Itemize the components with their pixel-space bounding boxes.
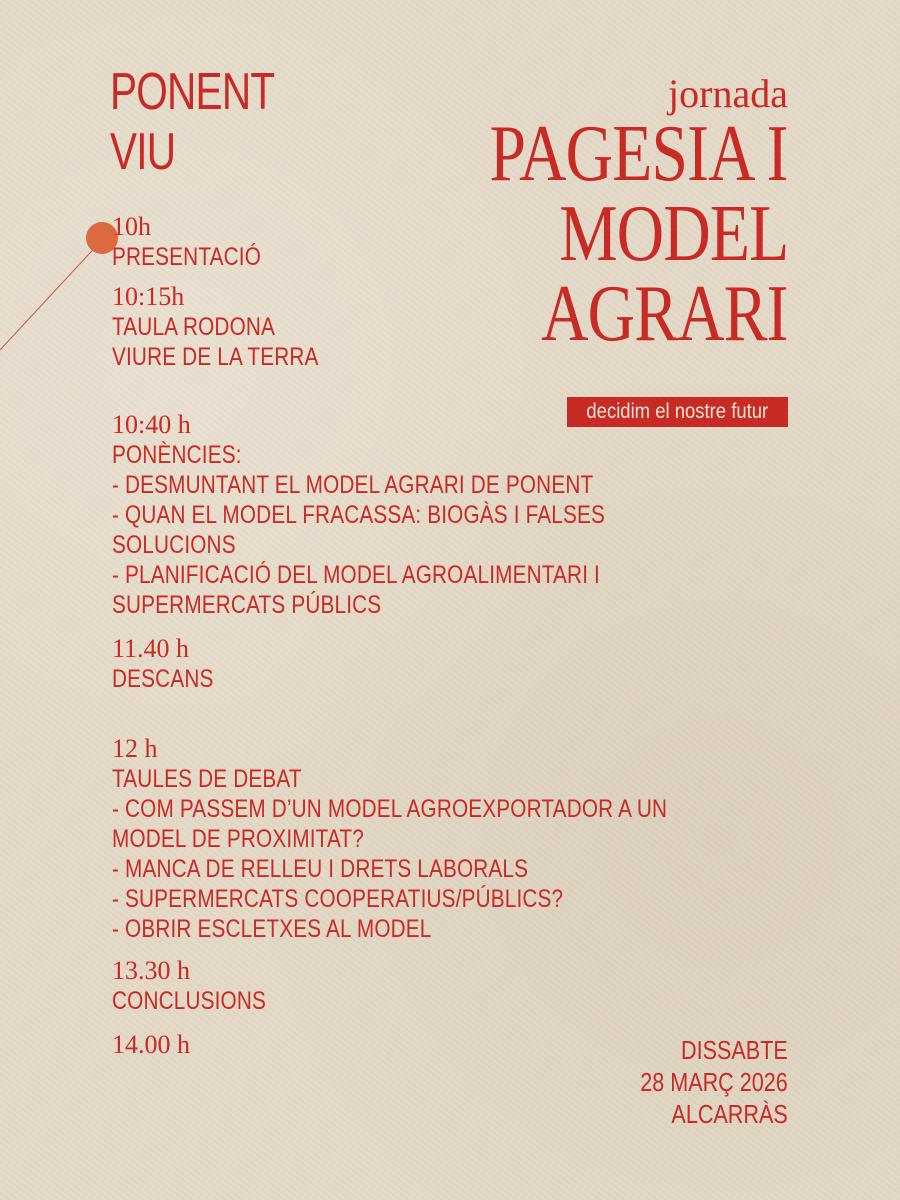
schedule-line: PONÈNCIES: bbox=[112, 441, 242, 469]
logo-line-2: VIU bbox=[110, 123, 176, 181]
schedule-line: SOLUCIONS bbox=[112, 531, 236, 559]
schedule-line: - PLANIFICACIÓ DEL MODEL AGROALIMENTARI I bbox=[112, 561, 600, 589]
schedule-item bbox=[112, 956, 712, 1016]
schedule-item bbox=[112, 410, 712, 620]
schedule-line: MODEL DE PROXIMITAT? bbox=[112, 825, 364, 853]
event-info bbox=[610, 1034, 788, 1130]
schedule-item bbox=[112, 634, 712, 694]
schedule-line: - DESMUNTANT EL MODEL AGRARI DE PONENT bbox=[112, 471, 594, 499]
schedule-line: TAULES DE DEBAT bbox=[112, 765, 302, 793]
schedule-line: TAULA RODONA bbox=[112, 313, 276, 341]
title-line-2: MODEL bbox=[558, 190, 788, 278]
event-date: 28 MARÇ 2026 bbox=[640, 1067, 788, 1097]
schedule-line: DESCANS bbox=[112, 665, 214, 693]
tagline-text: decidim el nostre futur bbox=[586, 400, 769, 423]
ponent-viu-logo bbox=[110, 63, 321, 181]
schedule-time: 12 h bbox=[112, 734, 158, 763]
title-kicker: jornada bbox=[668, 71, 788, 116]
schedule-line: VIURE DE LA TERRA bbox=[112, 343, 319, 371]
schedule-line: SUPERMERCATS PÚBLICS bbox=[112, 591, 382, 619]
schedule-line: - OBRIR ESCLETXES AL MODEL bbox=[112, 915, 432, 943]
schedule bbox=[112, 212, 712, 1060]
schedule-line: - COM PASSEM D’UN MODEL AGROEXPORTADOR A UN bbox=[112, 795, 668, 823]
schedule-time: 10:40 h bbox=[112, 410, 191, 439]
schedule-line: - SUPERMERCATS COOPERATIUS/PÚBLICS? bbox=[112, 885, 564, 913]
schedule-item bbox=[112, 212, 712, 272]
schedule-time: 11.40 h bbox=[112, 634, 190, 663]
event-day: DISSABTE bbox=[681, 1035, 788, 1065]
schedule-line: - QUAN EL MODEL FRACASSA: BIOGÀS I FALSES bbox=[112, 501, 606, 529]
logo-line-1: PONENT bbox=[110, 63, 275, 121]
title-line-3: AGRARI bbox=[541, 270, 788, 358]
schedule-item bbox=[112, 734, 712, 944]
event-place: ALCARRÀS bbox=[671, 1099, 788, 1129]
schedule-line: - MANCA DE RELLEU I DRETS LABORALS bbox=[112, 855, 529, 883]
schedule-time: 10h bbox=[112, 212, 151, 241]
schedule-time: 13.30 h bbox=[112, 956, 190, 985]
schedule-line: CONCLUSIONS bbox=[112, 987, 267, 1015]
decorative-line bbox=[0, 0, 120, 360]
schedule-time: 10:15h bbox=[112, 282, 185, 311]
schedule-item bbox=[112, 282, 712, 372]
schedule-time: 14.00 h bbox=[112, 1030, 190, 1059]
title-line-1: PAGESIA I bbox=[489, 110, 788, 198]
schedule-line: PRESENTACIÓ bbox=[112, 243, 262, 271]
